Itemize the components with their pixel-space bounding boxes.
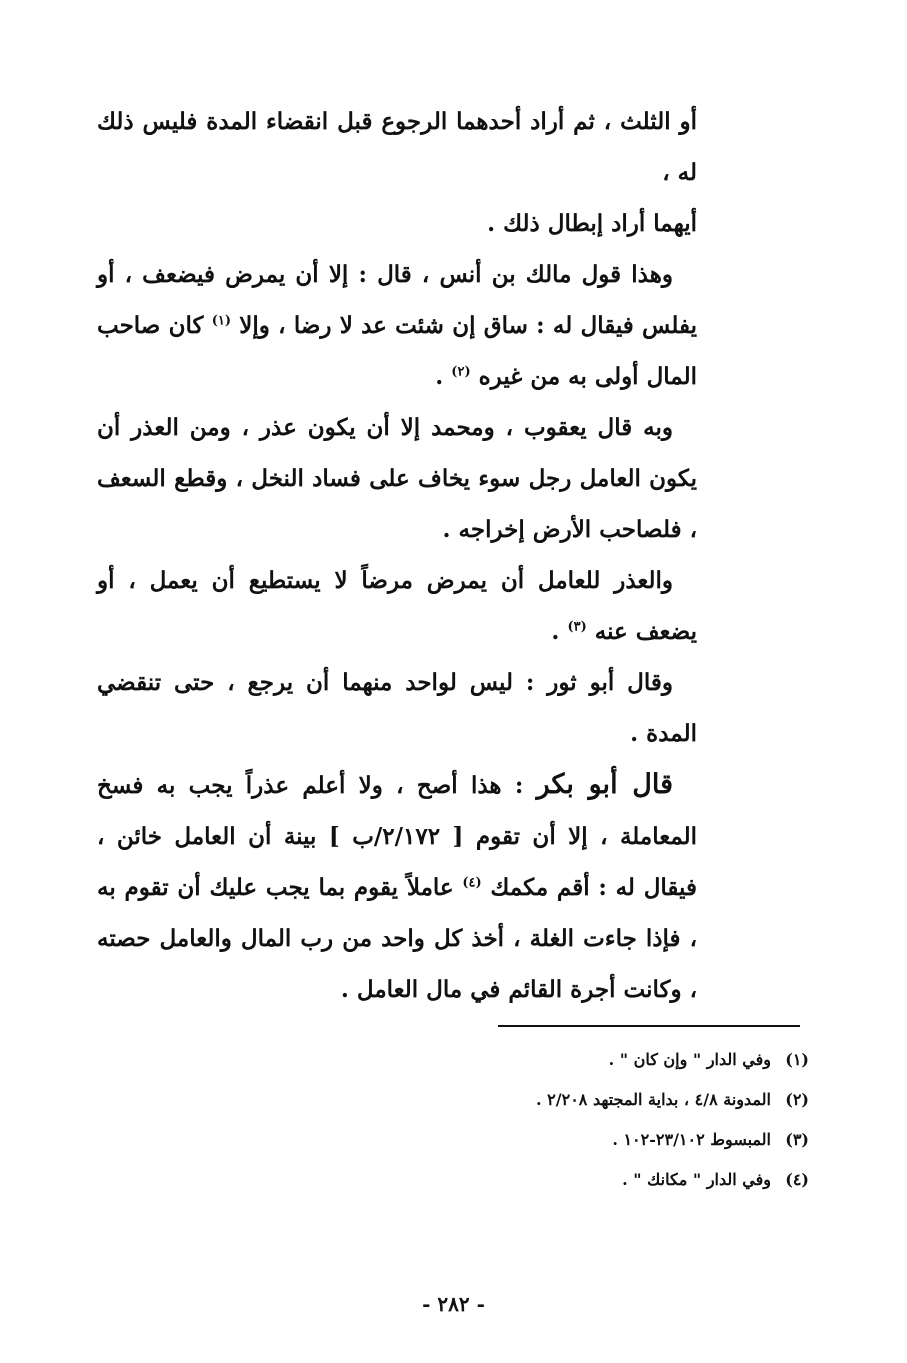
- paragraph-3: [97, 402, 697, 555]
- paragraph-4: [97, 555, 697, 657]
- footnote-text: وفي الدار " مكانك " .: [622, 1170, 771, 1189]
- footnote-ref-1: (١): [211, 313, 232, 329]
- lead-phrase: قال أبو بكر: [536, 769, 674, 800]
- footnote-2: [389, 1080, 809, 1120]
- footnote-ref-4: (٤): [462, 875, 482, 891]
- paragraph-5: [97, 657, 697, 759]
- main-text: [97, 96, 697, 1015]
- footnote-4: [389, 1160, 809, 1200]
- text-span: .: [435, 363, 452, 390]
- text-span: : هذا أصح ، ولا أعلم عذراً يجب به فسخ المعاملة ، إلا أن تقوم [ ٢/١٧٢/ب ] بينة أن العامل خائن ، فيقال له : أقم مكمك: [97, 772, 698, 901]
- footnote-text: المبسوط ٢٣/١٠٢-١٠٢ .: [612, 1130, 771, 1149]
- footnote-number: (٤): [785, 1170, 809, 1189]
- text-span: وهذا قول مالك بن أنس ، قال : إلا أن يمرض فيضعف ، أو يفلس فيقال له : ساق إن شئت عد لا رضا ، وإلا: [97, 261, 698, 339]
- footnote-separator: [498, 1025, 800, 1027]
- text-line: أيهما أراد إبطال ذلك .: [487, 210, 697, 237]
- text-span: وبه قال يعقوب ، ومحمد إلا أن يكون عذر ، ومن العذر أن يكون العامل رجل سوء يخاف على فساد النخل ، وقطع السعف ، فلصاحب الأرض إخراجه .: [97, 414, 697, 543]
- footnotes: [389, 1040, 809, 1200]
- text-span: والعذر للعامل أن يمرض مرضاً لا يستطيع أن يعمل ، أو يضعف عنه: [97, 567, 697, 645]
- text-line: أو الثلث ، ثم أراد أحدهما الرجوع قبل انقضاء المدة فليس ذلك له ،: [97, 108, 697, 186]
- text-span: .: [551, 618, 568, 645]
- text-span: عاملاً يقوم بما يجب عليك أن تقوم به ، فإذا جاءت الغلة ، أخذ كل واحد من رب المال والعامل حصته ، وكانت أجرة القائم في مال العامل .: [97, 874, 697, 1003]
- footnote-3: [389, 1120, 809, 1160]
- footnote-number: (٢): [785, 1090, 809, 1109]
- paragraph-1: [97, 96, 697, 249]
- footnote-number: (١): [785, 1050, 809, 1069]
- text-span: وقال أبو ثور : ليس لواحد منهما أن يرجع ، حتى تنقضي المدة .: [97, 669, 697, 747]
- footnote-1: [389, 1040, 809, 1080]
- paragraph-2: [97, 249, 697, 402]
- text-span: كان صاحب المال أولى به من غيره: [97, 312, 697, 390]
- footnote-ref-2: (٢): [451, 364, 471, 380]
- footnote-text: المدونة ٤/٨ ، بداية المجتهد ٢/٢٠٨ .: [536, 1090, 771, 1109]
- footnote-text: وفي الدار " وإن كان " .: [608, 1050, 771, 1069]
- footnote-number: (٣): [785, 1130, 809, 1149]
- footnote-ref-3: (٣): [567, 619, 587, 635]
- paragraph-6: [97, 759, 697, 1015]
- page-number: - ٢٨٢ -: [422, 1292, 485, 1316]
